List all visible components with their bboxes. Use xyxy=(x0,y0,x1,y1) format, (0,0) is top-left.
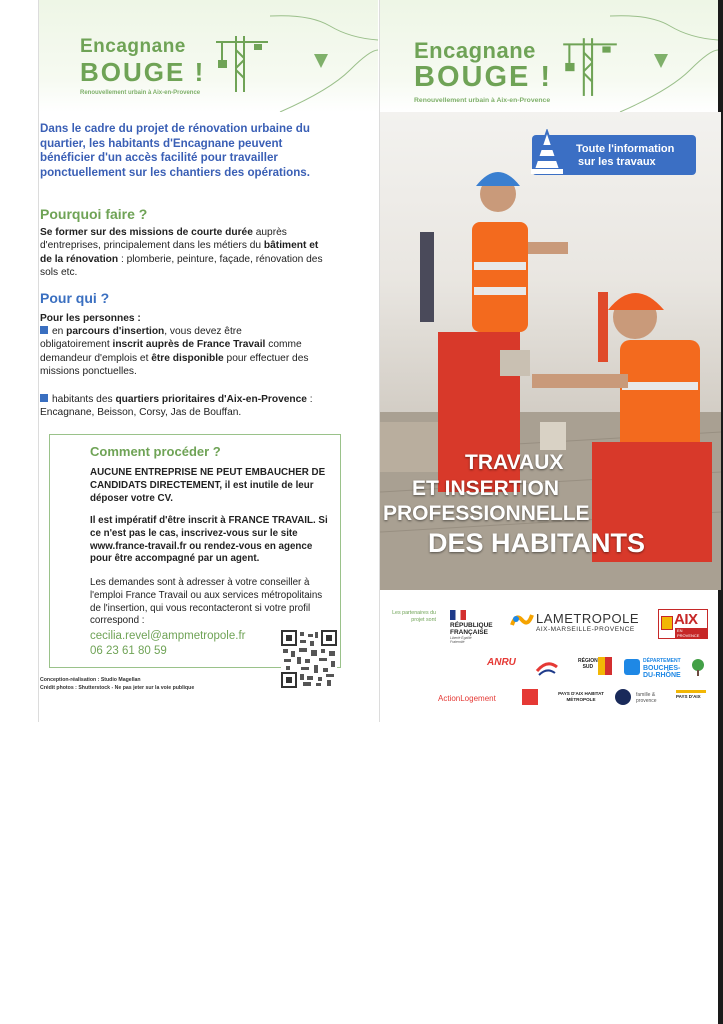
aix-shield-icon xyxy=(661,616,673,630)
credits-line2: Crédit photos : Shutterstock - Ne pas jeter sur la voie publique xyxy=(40,684,195,691)
dept-c: DU-RHÔNE xyxy=(643,672,681,679)
region-b: SUD xyxy=(582,664,594,670)
who-bullet-2 xyxy=(40,393,340,420)
credits xyxy=(40,677,194,692)
fp-b: provence xyxy=(636,698,657,704)
logo-anru: ANRU xyxy=(487,657,516,668)
b2-a: habitants des xyxy=(52,394,116,405)
howto-p1-a: AUCUNE ENTREPRISE NE PEUT EMBAUCHER DE CANDIDATS DIRECTEMENT, xyxy=(90,467,326,491)
info-tag-text xyxy=(576,143,674,169)
title-line-1: TRAVAUX xyxy=(465,451,564,474)
logo-encagnane: Encagnane xyxy=(414,38,536,63)
left-fold-line xyxy=(38,0,39,722)
contact-email[interactable]: cecilia.revel@ampmetropole.fr xyxy=(90,630,246,642)
b2-c: : Encagnane, Beisson, Corsy, Jas de Bouffan. xyxy=(40,394,313,419)
info-tag-line2: sur les travaux xyxy=(578,156,656,168)
b1-g: pour effectuer des missions ponctuelles. xyxy=(40,352,309,377)
aix-sub: EN PROVENCE xyxy=(675,628,707,638)
title-line-2: ET INSERTION xyxy=(412,477,560,500)
logo-republique-francaise xyxy=(450,610,500,644)
rf-a: RÉPUBLIQUE xyxy=(450,622,493,629)
logo-bouge: BOUGE ! xyxy=(80,57,206,87)
howto-p1-b: il est inutile de leur déposer votre CV. xyxy=(90,479,314,504)
b1-b: parcours d'insertion xyxy=(66,326,165,337)
howto-p2: Il est impératif d'être inscrit à FRANCE TRAVAIL. Si ce n'est pas le cas, inscrivez-vous sur le site www.france-travail.fr ou rendez-vous en agence pour être accompagné par un agent. xyxy=(90,515,328,565)
b1-c: , vous devez être obligatoirement xyxy=(40,326,242,351)
section-why-title: Pourquoi faire ? xyxy=(40,206,148,222)
title-line-3: PROFESSIONNELLE xyxy=(383,502,590,525)
logo-subtitle: Renouvellement urbain à Aix-en-Provence xyxy=(80,90,201,96)
pays-aix-text: PAYS D'AIX xyxy=(676,694,701,699)
fp-a: famille & xyxy=(636,692,656,698)
section-who-lead: Pour les personnes : xyxy=(40,313,141,324)
logo-subtitle: Renouvellement urbain à Aix-en-Provence xyxy=(414,97,551,104)
logo-pays-aix-habitat xyxy=(552,691,610,702)
logo-action-logement: ActionLogement xyxy=(438,694,496,703)
howto-p1 xyxy=(90,467,330,505)
traffic-cone-icon xyxy=(530,129,564,175)
b1-d: inscrit auprès de France Travail xyxy=(112,339,266,351)
logo-region-sud xyxy=(578,658,598,670)
intro-paragraph: Dans le cadre du projet de rénovation urbaine du quartier, les habitants d'Encagnane peuvent bénéficier d'un accès facilité pour travailler ponctuellement sur les chantiers des opérations. xyxy=(40,122,310,180)
region-a: RÉGION xyxy=(578,658,598,664)
logo-famille-provence xyxy=(636,692,657,704)
aix-text: AIX xyxy=(674,611,698,628)
howto-p3: Les demandes sont à adresser à votre conseiller à l'emploi France Travail ou aux services métropolitains de l'insertion, qui vous recontacteront si votre profil correspond : xyxy=(90,577,323,627)
section-why-text xyxy=(40,226,332,279)
logo-departement xyxy=(643,657,681,679)
info-tag-line1: Toute l'information xyxy=(576,143,675,155)
section-who-title: Pour qui ? xyxy=(40,290,110,306)
pah-b: MÉTROPOLE xyxy=(566,696,596,702)
b1-e: comme demandeur d'emplois et xyxy=(40,339,302,364)
metropole-text: LAMETROPOLE xyxy=(536,611,640,626)
title-line-4: DES HABITANTS xyxy=(428,528,646,558)
b2-b: quartiers prioritaires d'Aix-en-Provence xyxy=(115,394,307,405)
rf-motto: Liberté Égalité Fraternité xyxy=(450,636,472,644)
why-text-d: : plomberie, peinture, façade, rénovation des sols etc. xyxy=(40,253,323,278)
dept-b: BOUCHES- xyxy=(643,665,681,672)
b1-f: être disponible xyxy=(151,352,224,364)
logo-aix-en-provence xyxy=(658,609,708,639)
bullet-square-icon xyxy=(40,326,48,334)
bullet-square-icon xyxy=(40,394,48,402)
qr-code-icon[interactable] xyxy=(281,630,337,688)
tree-icon xyxy=(690,658,706,676)
info-tag[interactable] xyxy=(532,135,696,175)
contact-phone[interactable]: 06 23 61 80 59 xyxy=(90,645,167,657)
logo-pays-aix xyxy=(676,690,706,709)
howto-title: Comment procéder ? xyxy=(90,444,221,459)
metropole-mark-icon xyxy=(510,611,534,629)
region-flag-icon xyxy=(598,657,612,675)
pah-a: PAYS D'AIX HABITAT xyxy=(558,691,604,696)
logo-bouge: BOUGE ! xyxy=(414,61,553,93)
crane-icon xyxy=(214,30,270,94)
solidarity-swoosh-icon xyxy=(535,657,559,679)
dept-a: DÉPARTEMENT xyxy=(643,658,681,664)
map-outline-icon xyxy=(610,10,718,112)
map-outline-icon xyxy=(270,10,378,112)
department-mark-icon xyxy=(624,659,640,675)
why-text-b: auprès d'entreprises, principalement dans les métiers du xyxy=(40,227,287,252)
french-flag-icon xyxy=(450,610,466,620)
logo-agence-solidarite xyxy=(535,657,559,679)
rf-text xyxy=(450,622,500,636)
metropole-sub: AIX-MARSEILLE-PROVENCE xyxy=(536,626,635,633)
rf-b: FRANÇAISE xyxy=(450,629,488,636)
credits-line1: Conception-réalisation : Studio Magellan xyxy=(40,677,141,683)
why-text-a: Se former sur des missions de courte durée xyxy=(40,227,253,238)
why-text-c: bâtiment et de la rénovation xyxy=(40,240,319,265)
logo-red-square xyxy=(522,689,538,705)
b1-a: en xyxy=(52,326,67,337)
partners-label: Les partenaires du projet sont xyxy=(392,610,436,623)
who-bullet-1 xyxy=(40,325,310,378)
logo-dark-circle xyxy=(615,689,631,705)
logo-encagnane: Encagnane xyxy=(80,36,186,57)
